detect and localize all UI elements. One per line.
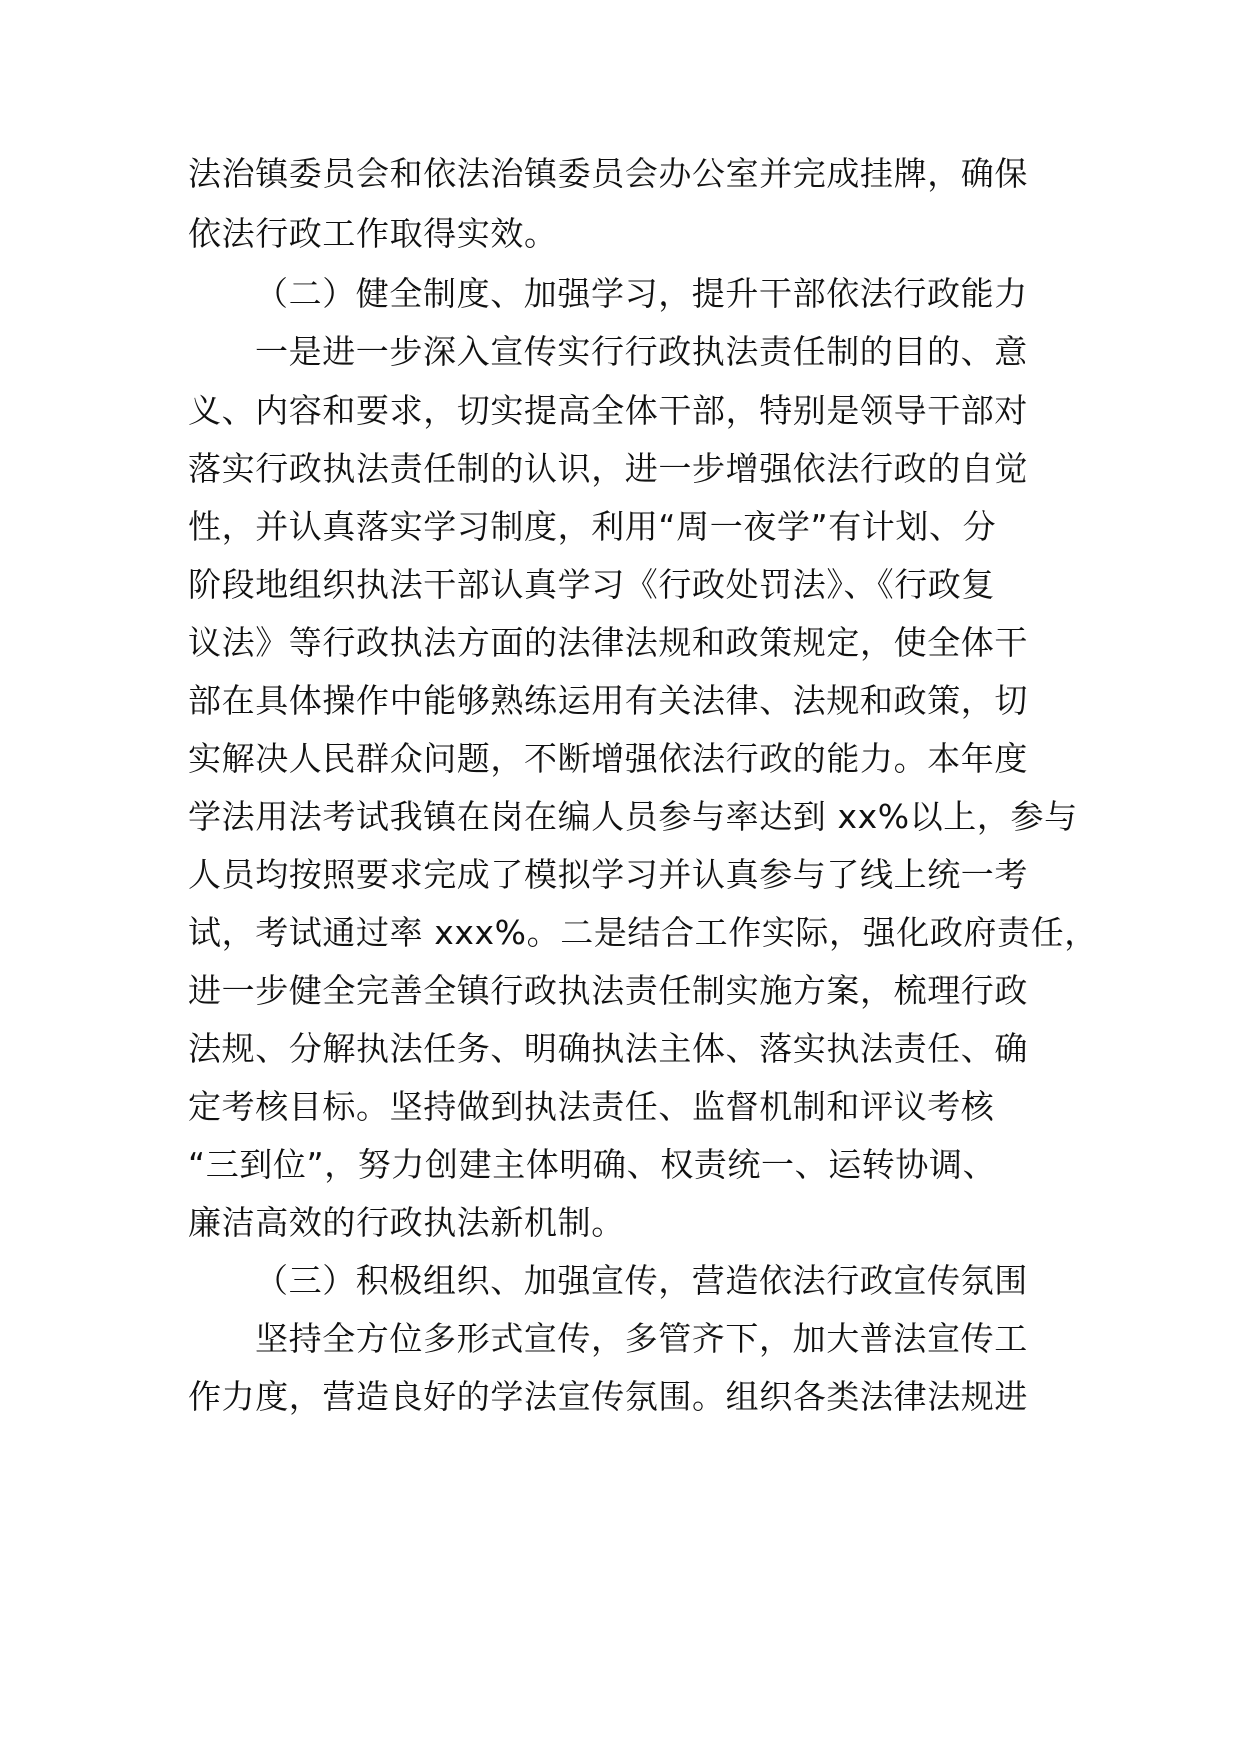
section-heading: （三）积极组织、加强宣传，营造依法行政宣传氛围 — [255, 1261, 1028, 1300]
text-line: 定考核目标。坚持做到执法责任、监督机制和评议考核 — [188, 1087, 995, 1126]
text-line: 廉洁高效的行政执法新机制。 — [188, 1203, 625, 1242]
text-line: 阶段地组织执法干部认真学习《行政处罚法》、《行政复 — [188, 565, 995, 604]
text-line: 人员均按照要求完成了模拟学习并认真参与了线上统一考 — [188, 855, 1028, 894]
text-line: 性，并认真落实学习制度，利用“周一夜学”有计划、分 — [188, 507, 997, 546]
text-line: 落实行政执法责任制的认识，进一步增强依法行政的自觉 — [188, 449, 1028, 488]
text-line: 作力度，营造良好的学法宣传氛围。组织各类法律法规进 — [188, 1377, 1028, 1416]
text-line: 实解决人民群众问题，不断增强依法行政的能力。本年度 — [188, 739, 1028, 778]
text-line: 部在具体操作中能够熟练运用有关法律、法规和政策，切 — [188, 681, 1028, 720]
text-line: 法规、分解执法任务、明确执法主体、落实执法责任、确 — [188, 1029, 1028, 1068]
section-heading: （二）健全制度、加强学习，提升干部依法行政能力 — [255, 274, 1028, 313]
text-line: 试，考试通过率 xxx%。二是结合工作实际，强化政府责任， — [188, 913, 1098, 952]
text-line: 义、内容和要求，切实提高全体干部，特别是领导干部对 — [188, 391, 1028, 430]
text-line: 依法行政工作取得实效。 — [188, 214, 558, 253]
text-line: 法治镇委员会和依法治镇委员会办公室并完成挂牌，确保 — [188, 154, 1028, 193]
text-line: 议法》等行政执法方面的法律法规和政策规定，使全体干 — [188, 623, 1028, 662]
text-line: “三到位”，努力创建主体明确、权责统一、运转协调、 — [188, 1145, 997, 1184]
text-line: 进一步健全完善全镇行政执法责任制实施方案，梳理行政 — [188, 971, 1028, 1010]
text-line: 一是进一步深入宣传实行行政执法责任制的目的、意 — [255, 332, 1028, 371]
text-line: 学法用法考试我镇在岗在编人员参与率达到 xx%以上，参与 — [188, 797, 1078, 836]
text-line: 坚持全方位多形式宣传，多管齐下，加大普法宣传工 — [255, 1319, 1028, 1358]
